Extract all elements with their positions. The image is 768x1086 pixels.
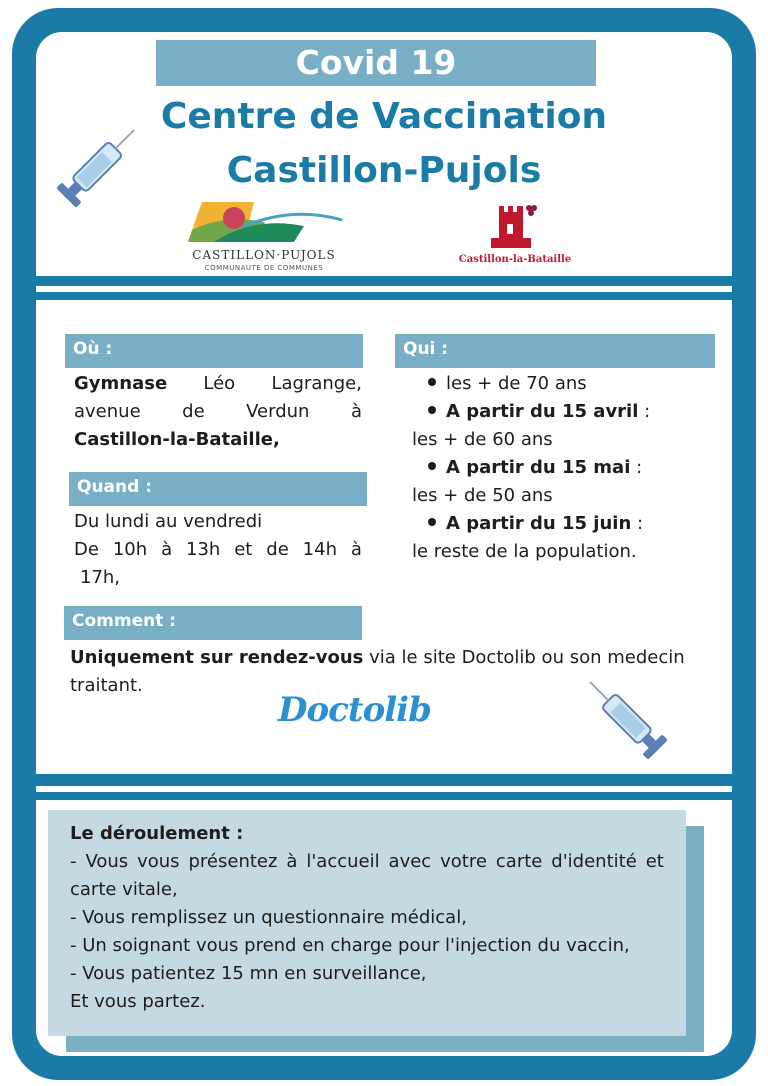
ou-address xyxy=(74,370,362,454)
logo-subtitle: COMMUNAUTE DE COMMUNES xyxy=(204,264,324,272)
steps-box xyxy=(48,810,686,1036)
quand-text xyxy=(74,508,362,592)
landscape-icon xyxy=(184,196,344,248)
page-title: Centre de Vaccination xyxy=(160,96,608,137)
address-word: Lagrange, xyxy=(271,373,362,394)
steps-heading: Le déroulement : xyxy=(70,823,244,844)
address-word: Gymnase xyxy=(74,373,168,394)
qui-item: A partir du 15 mai : xyxy=(412,454,712,482)
address-word: Verdun xyxy=(246,401,310,422)
step-line: - Un soignant vous prend en charge pour l'injection du vaccin, xyxy=(70,935,630,956)
quand-word: à xyxy=(350,539,362,560)
quand-word: 13h xyxy=(186,539,221,560)
address-city: Castillon-la-Bataille, xyxy=(74,429,280,450)
qui-item-detail: les + de 60 ans xyxy=(412,429,553,450)
castle-icon xyxy=(455,198,575,254)
logo-name: Castillon-la-Bataille xyxy=(458,254,572,265)
quand-word: 10h xyxy=(112,539,148,560)
step-line: - Vous vous présentez à l'accueil avec votre carte d'identité et xyxy=(70,851,664,872)
quand-end: 17h, xyxy=(80,567,121,588)
qui-item: A partir du 15 avril : xyxy=(412,398,712,426)
castillon-pujols-logo xyxy=(184,196,344,276)
ou-heading: Où : xyxy=(65,334,363,368)
castillon-la-bataille-logo xyxy=(455,198,575,270)
quand-word: De xyxy=(74,539,99,560)
qui-item-detail: les + de 50 ans xyxy=(412,485,553,506)
separator-line xyxy=(36,786,732,792)
quand-word: de xyxy=(266,539,289,560)
comment-heading: Comment : xyxy=(64,606,362,640)
doctolib-logo[interactable]: Doctolib xyxy=(278,690,431,730)
quand-word: 14h xyxy=(302,539,337,560)
step-line: Et vous partez. xyxy=(70,991,206,1012)
page-subtitle: Castillon-Pujols xyxy=(226,150,542,191)
address-word: de xyxy=(182,401,205,422)
address-word: à xyxy=(350,401,362,422)
comment-text: Uniquement sur rendez-vous via le site Doctolib ou son medecin traitant. xyxy=(70,647,685,696)
quand-heading: Quand : xyxy=(69,472,367,506)
covid-banner: Covid 19 xyxy=(156,40,596,86)
step-line: carte vitale, xyxy=(70,879,178,900)
syringe-icon xyxy=(48,112,152,216)
logo-name: CASTILLON·PUJOLS xyxy=(192,248,336,262)
separator-line xyxy=(36,286,732,292)
qui-item: les + de 70 ans xyxy=(412,370,712,398)
qui-item-detail: le reste de la population. xyxy=(412,541,637,562)
quand-word: à xyxy=(161,539,173,560)
step-line: - Vous remplissez un questionnaire médical, xyxy=(70,907,467,928)
address-word: avenue xyxy=(74,401,141,422)
address-word: Léo xyxy=(203,373,236,394)
syringe-icon xyxy=(572,664,676,768)
qui-heading: Qui : xyxy=(395,334,715,368)
quand-word: et xyxy=(234,539,253,560)
quand-days: Du lundi au vendredi xyxy=(74,511,263,532)
qui-item: A partir du 15 juin : xyxy=(412,510,712,538)
step-line: - Vous patientez 15 mn en surveillance, xyxy=(70,963,427,984)
